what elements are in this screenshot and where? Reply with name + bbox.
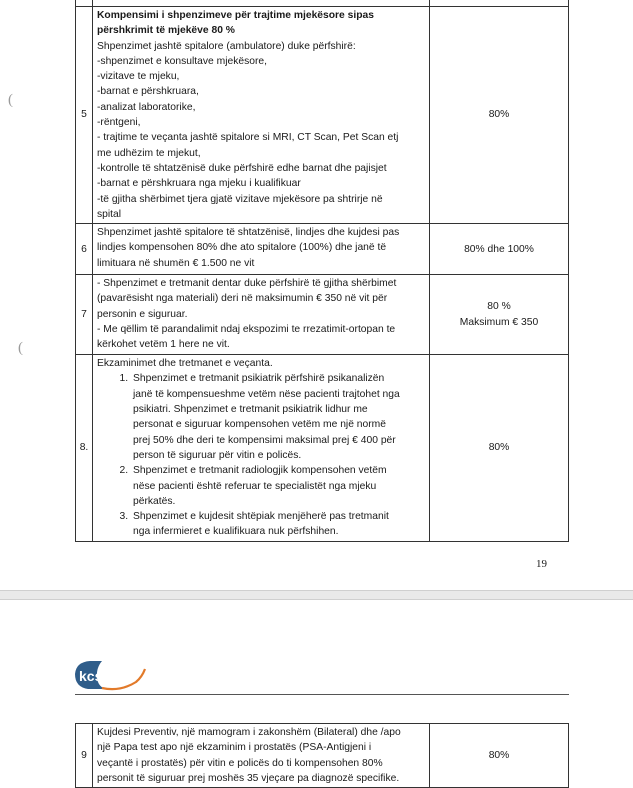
row-line: -rëntgeni, bbox=[97, 117, 141, 129]
row-line: Shpenzimet jashtë spitalore (ambulatore) duke përfshirë: bbox=[97, 40, 356, 52]
row-line: (pavarësisht nga materiali) deri në maksimumin € 350 në vit për bbox=[97, 293, 388, 305]
coverage-table bbox=[75, 0, 569, 542]
page-separator bbox=[0, 590, 633, 600]
row-line: - Me qëllim të parandalimit ndaj ekspozimi te rrezatimit-ortopan te bbox=[97, 324, 396, 336]
row-line: personin e siguruar. bbox=[97, 308, 188, 320]
row-value: 80% bbox=[430, 7, 569, 224]
row-line: - trajtime te veçanta jashtë spitalore si MRI, CT Scan, Pet Scan etj bbox=[97, 132, 399, 144]
row-line: kërkohet vetëm 1 here ne vit. bbox=[97, 339, 230, 351]
row-number: 8. bbox=[76, 355, 93, 542]
row-number: 7 bbox=[76, 275, 93, 355]
row-line: Shpenzimet jashtë spitalore të shtatzënisë, lindjes dhe kujdesi pas bbox=[97, 227, 400, 239]
kcstt-logo bbox=[72, 654, 150, 694]
row-line: Kujdesi Preventiv, një mamogram i zakonshëm (Bilateral) dhe /apo bbox=[97, 727, 401, 738]
row-line: lindjes kompensohen 80% dhe ato spitalore (100%) dhe janë të bbox=[97, 242, 387, 254]
scan-margin-mark: ( bbox=[18, 340, 23, 356]
row-line: - Shpenzimet e tretmanit dentar duke përfshirë të gjitha shërbimet bbox=[97, 278, 397, 290]
row-value-line: 80 % bbox=[487, 301, 511, 313]
row-value: 80% dhe 100% bbox=[430, 224, 569, 275]
row-line: personit të siguruar prej moshës 35 vjeçare pa diagnozë specifike. bbox=[97, 772, 400, 784]
numbered-list bbox=[97, 371, 425, 539]
table-row bbox=[76, 7, 569, 224]
row-title-line: përshkrimit të mjekëve 80 % bbox=[97, 25, 235, 37]
table-row bbox=[76, 724, 569, 788]
table-row bbox=[76, 355, 569, 542]
kcstt-logo-icon bbox=[72, 654, 150, 694]
list-item: 3. Shpenzimet e kujdesit shtëpiak menjëherë pas tretmanit nga infermieret e kualifikuara nuk përfshihen. bbox=[131, 509, 425, 540]
row-description bbox=[93, 724, 430, 788]
row-value-line: Maksimum € 350 bbox=[459, 316, 539, 328]
row-description bbox=[93, 224, 430, 275]
row-line: -analizat laboratorike, bbox=[97, 101, 196, 113]
row-title-line: Kompensimi i shpenzimeve për trajtime mjekësore sipas bbox=[97, 10, 374, 21]
row-heading: Ekzaminimet dhe tretmanet e veçanta. bbox=[97, 358, 273, 370]
table-row bbox=[76, 224, 569, 275]
row-value bbox=[430, 275, 569, 355]
header-rule bbox=[75, 694, 569, 695]
list-item: 1. Shpenzimet e tretmanit psikiatrik përfshirë psikanalizën janë të kompensueshme vetëm nëse pacienti trajtohet nga psikiatri. Shpenzimet e tretmanit psikiatrik lidhur me personat e siguruar kompensohen vetëm me një normë prej 50% dhe deri te kompensimi maksimal prej € 400 për person të siguruar për vitin e policës. bbox=[131, 371, 425, 463]
row-number: 6 bbox=[76, 224, 93, 275]
row-line: spital bbox=[97, 208, 122, 220]
scan-margin-mark: ( bbox=[8, 92, 13, 108]
row-description bbox=[93, 275, 430, 355]
row-line: -kontrolle të shtatzënisë duke përfshirë edhe barnat dhe pajisjet bbox=[97, 162, 387, 174]
list-item: 2. Shpenzimet e tretmanit radiologjik kompensohen vetëm nëse pacienti është referuar te specialistët nga mjeku përkatës. bbox=[131, 463, 425, 509]
row-line: një Papa test apo një ekzaminim i prostatës (PSA-Antigjeni i bbox=[97, 742, 372, 754]
row-line: -barnat e përshkruara nga mjeku i kualifikuar bbox=[97, 178, 301, 190]
row-number: 9 bbox=[76, 724, 93, 788]
row-description bbox=[93, 7, 430, 224]
row-line: -shpenzimet e konsultave mjekësore, bbox=[97, 55, 267, 67]
row-line: -barnat e përshkruara, bbox=[97, 86, 199, 98]
row-line: limituara në shumën € 1.500 ne vit bbox=[97, 257, 255, 269]
row-value: 80% bbox=[430, 355, 569, 542]
coverage-table-continued bbox=[75, 723, 569, 788]
logo-text: kcstt bbox=[79, 668, 112, 684]
page-number: 19 bbox=[536, 558, 547, 570]
row-line: veçantë i prostatës) për vitin e policës do ti kompensohen 80% bbox=[97, 757, 383, 769]
row-value: 80% bbox=[430, 724, 569, 788]
row-number: 5 bbox=[76, 7, 93, 224]
row-line: me udhëzim te mjekut, bbox=[97, 147, 201, 159]
table-row bbox=[76, 275, 569, 355]
row-line: -të gjitha shërbimet tjera gjatë vizitave mjekësore pa shtrirje në bbox=[97, 193, 383, 205]
row-line: -vizitave te mjeku, bbox=[97, 71, 180, 83]
row-description bbox=[93, 355, 430, 542]
